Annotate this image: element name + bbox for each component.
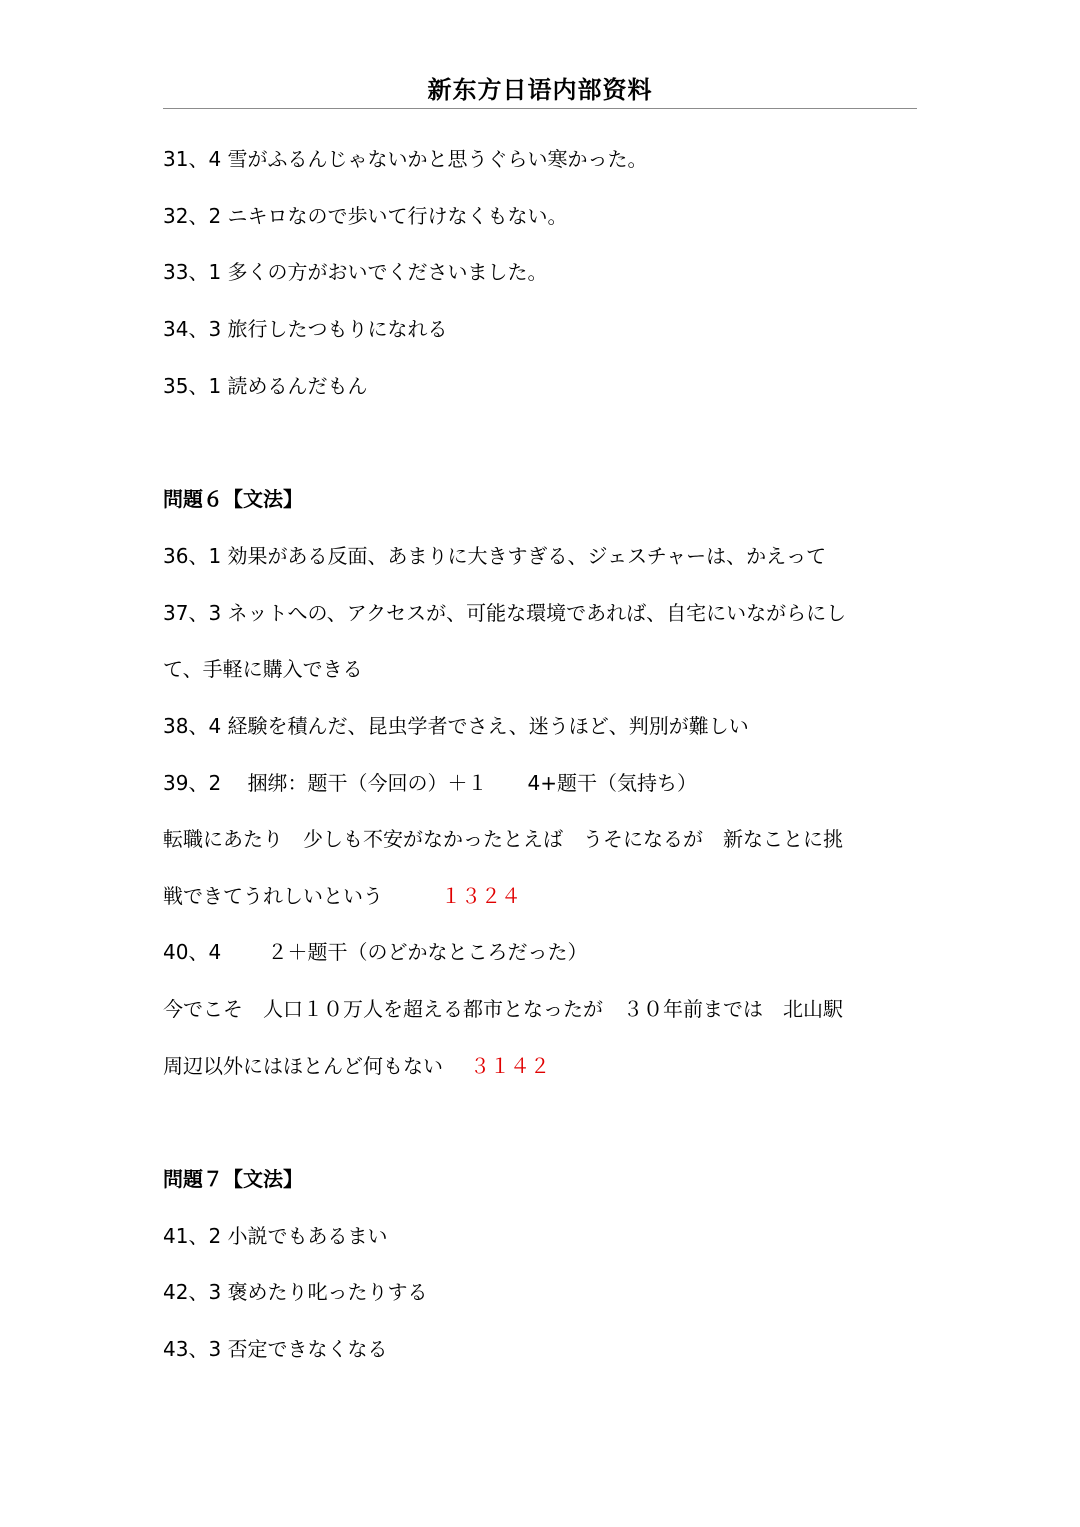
answer-item-37-line1: 37、3 ネットへの、アクセスが、可能な環境であれば、自宅にいながらにし [163,601,847,625]
answer-item-42: 42、3 褒めたり叱ったりする [163,1280,428,1304]
answer-item-33: 33、1 多くの方がおいでくださいました。 [163,260,548,284]
section-heading-7: 問題７【文法】 [163,1167,303,1191]
answer-item-40-line3 [163,1052,923,1080]
answer-item-40-line2: 今でこそ 人口１０万人を超える都市となったが ３０年前までは 北山駅 [163,997,843,1021]
answer-item-37-line2: て、手軽に購入できる [163,657,363,681]
answer-item-41: 41、2 小説でもあるまい [163,1224,388,1248]
answer-item-39-line1: 39、2 捆绑：题干（今回の）＋１ 4+题干（気持ち） [163,771,698,795]
answer-item-35: 35、1 読めるんだもん [163,374,368,398]
answer-item-39-line2: 転職にあたり 少しも不安がなかったとえば うそになるが 新なことに挑 [163,827,843,851]
page-header [163,72,917,109]
answer-item-36: 36、1 効果がある反面、あまりに大きすぎる、ジェスチャーは、かえって [163,544,827,568]
answer-item-31: 31、4 雪がふるんじゃないかと思うぐらい寒かった。 [163,147,648,171]
answer-item-34: 34、3 旅行したつもりになれる [163,317,448,341]
item-39-order-answer: １３２４ [441,884,521,908]
answer-item-43: 43、3 否定できなくなる [163,1337,388,1361]
answer-item-32: 32、2 ニキロなので歩いて行けなくもない。 [163,204,568,228]
page-title: 新东方日语内部资料 [427,75,653,104]
answer-item-40-line1: 40、4 ２＋题干（のどかなところだった） [163,940,588,964]
answer-item-38: 38、4 経験を積んだ、昆虫学者でさえ、迷うほど、判別が難しい [163,714,749,738]
item-39-sentence-end: 戦できてうれしいという [163,884,383,908]
item-40-sentence-end: 周辺以外にはほとんど何もない [163,1054,443,1078]
answer-item-39-line3 [163,882,923,910]
item-40-order-answer: ３１４２ [470,1054,550,1078]
section-heading-6: 問題６【文法】 [163,487,303,511]
